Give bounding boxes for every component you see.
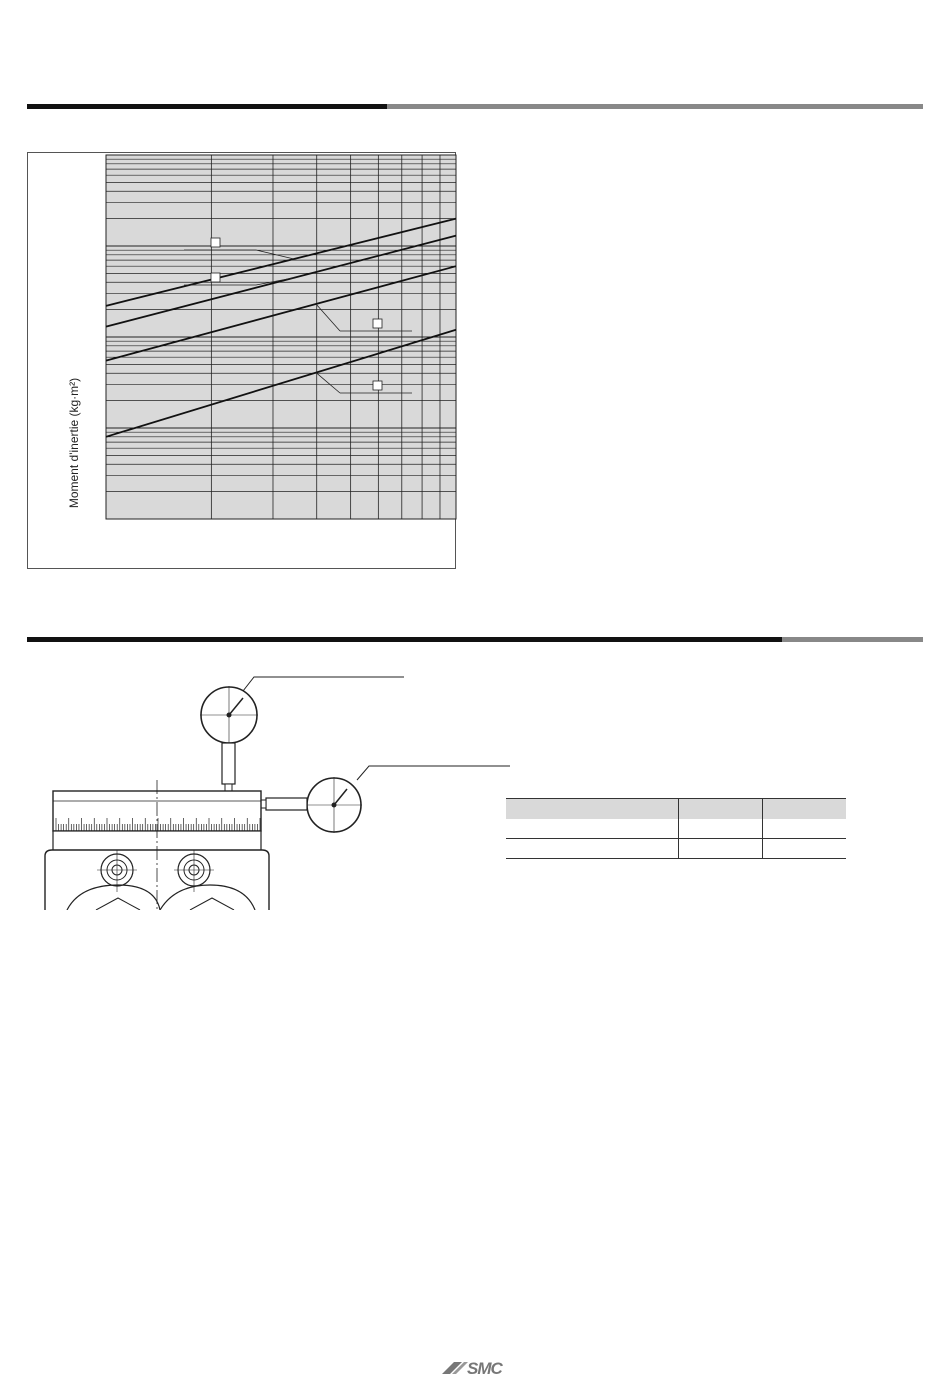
series-label-box-2 — [211, 273, 220, 282]
table-row — [506, 839, 846, 859]
y-axis-label: Moment d'inertie (kg·m²) — [67, 377, 81, 509]
chart-plot — [28, 153, 457, 570]
series-label-box-3 — [373, 319, 382, 328]
inertia-chart — [27, 152, 456, 569]
rotary-table — [45, 780, 269, 910]
section-rule-top — [27, 104, 923, 109]
table-header-cell — [678, 799, 762, 820]
table-cell — [506, 819, 678, 839]
dial-gauge-figure — [0, 660, 520, 910]
series-label-box-4 — [373, 381, 382, 390]
smc-logo-mark — [442, 1362, 468, 1374]
dial-gauge-side — [259, 777, 362, 833]
table-cell — [678, 819, 762, 839]
table-cell — [506, 839, 678, 859]
table-header-cell — [506, 799, 678, 820]
table-row — [506, 819, 846, 839]
leader-line-side — [357, 766, 510, 780]
table-header-cell — [762, 799, 846, 820]
table-cell — [762, 839, 846, 859]
smc-logo — [440, 1358, 512, 1378]
spec-table-wrap — [506, 798, 846, 859]
leader-line-top — [243, 677, 404, 691]
series-label-box-1 — [211, 238, 220, 247]
smc-logo-text: SMC — [467, 1359, 502, 1378]
dial-gauge-top — [200, 686, 258, 791]
spec-table — [506, 798, 846, 859]
section-rule-bottom — [27, 637, 923, 642]
table-cell — [762, 819, 846, 839]
table-header-row — [506, 799, 846, 820]
table-cell — [678, 839, 762, 859]
